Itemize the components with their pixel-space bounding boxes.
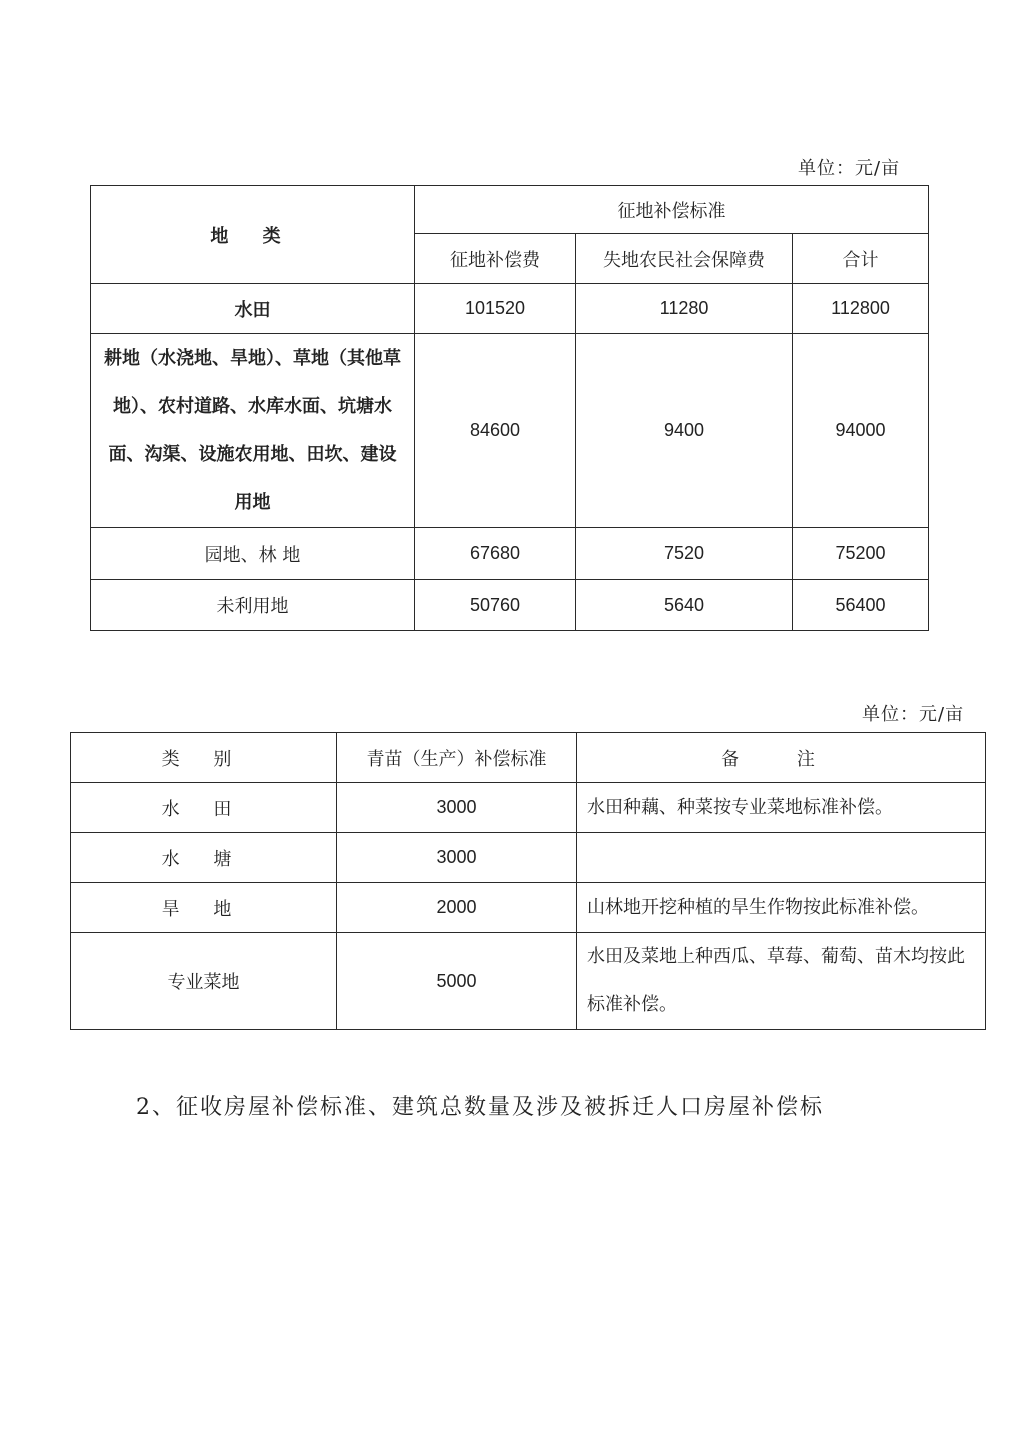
security-cell: 9400 xyxy=(576,334,793,528)
land-type-cell: 园地、林 地 xyxy=(91,528,415,580)
table-row xyxy=(91,284,929,334)
header-total: 合计 xyxy=(793,234,929,284)
total-cell: 56400 xyxy=(793,580,929,631)
standard-cell: 3000 xyxy=(337,833,577,883)
total-cell: 94000 xyxy=(793,334,929,528)
note-cell: 水田及菜地上种西瓜、草莓、葡萄、苗木均按此标准补偿。 xyxy=(577,933,986,1030)
header-compensation-standard: 征地补偿标准 xyxy=(415,186,929,234)
security-cell: 5640 xyxy=(576,580,793,631)
table-row xyxy=(91,528,929,580)
header-compensation-fee: 征地补偿费 xyxy=(415,234,576,284)
standard-cell: 2000 xyxy=(337,883,577,933)
table-row xyxy=(71,783,986,833)
header-crop-standard: 青苗（生产）补偿标准 xyxy=(337,733,577,783)
category-cell: 旱 地 xyxy=(71,883,337,933)
category-cell: 水 塘 xyxy=(71,833,337,883)
total-cell: 112800 xyxy=(793,284,929,334)
land-type-cell: 水田 xyxy=(91,284,415,334)
land-type-cell: 未利用地 xyxy=(91,580,415,631)
fee-cell: 50760 xyxy=(415,580,576,631)
header-remarks: 备 注 xyxy=(577,733,986,783)
fee-cell: 67680 xyxy=(415,528,576,580)
security-cell: 7520 xyxy=(576,528,793,580)
section-paragraph: 2、征收房屋补偿标准、建筑总数量及涉及被拆迁人口房屋补偿标 xyxy=(136,1095,824,1120)
note-cell: 山林地开挖种植的旱生作物按此标准补偿。 xyxy=(577,883,986,933)
table-row xyxy=(91,334,929,528)
table-row xyxy=(71,933,986,1030)
table-row xyxy=(91,580,929,631)
header-category: 类 别 xyxy=(71,733,337,783)
land-compensation-table xyxy=(90,185,929,631)
crop-compensation-table xyxy=(70,732,986,1030)
unit-label-bottom: 单位：元/亩 xyxy=(862,704,965,725)
category-cell: 专业菜地 xyxy=(71,933,337,1030)
header-social-security-fee: 失地农民社会保障费 xyxy=(576,234,793,284)
total-cell: 75200 xyxy=(793,528,929,580)
note-cell xyxy=(577,833,986,883)
fee-cell: 101520 xyxy=(415,284,576,334)
standard-cell: 5000 xyxy=(337,933,577,1030)
security-cell: 11280 xyxy=(576,284,793,334)
fee-cell: 84600 xyxy=(415,334,576,528)
table-row xyxy=(71,833,986,883)
category-cell: 水 田 xyxy=(71,783,337,833)
note-cell: 水田种藕、种菜按专业菜地标准补偿。 xyxy=(577,783,986,833)
standard-cell: 3000 xyxy=(337,783,577,833)
header-land-type: 地 类 xyxy=(91,186,415,284)
table-row xyxy=(71,883,986,933)
unit-label-top: 单位：元/亩 xyxy=(798,158,901,179)
land-type-cell: 耕地（水浇地、旱地）、草地（其他草地）、农村道路、水库水面、坑塘水面、沟渠、设施农用地、田坎、建设用地 xyxy=(104,347,401,513)
